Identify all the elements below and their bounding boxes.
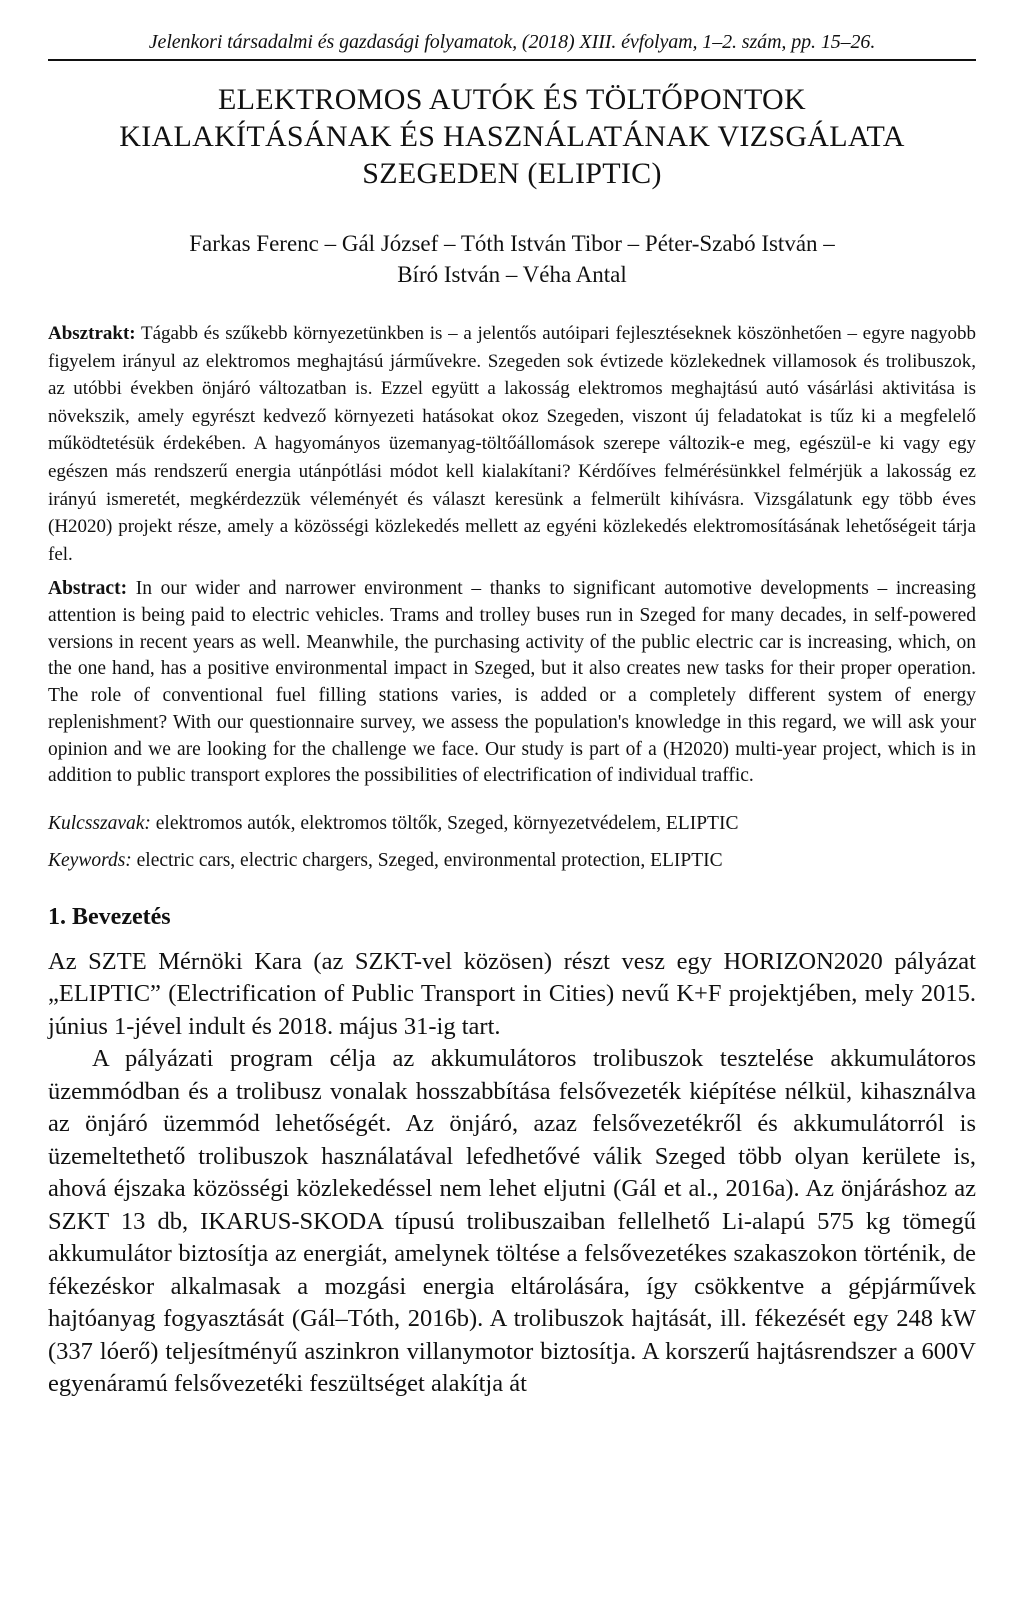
section-body xyxy=(48,946,976,1401)
author-line: Bíró István – Véha Antal xyxy=(397,262,627,287)
abstract-hungarian xyxy=(48,320,976,568)
title-line: SZEGEDEN (ELIPTIC) xyxy=(362,157,662,190)
page xyxy=(48,28,976,1401)
author-line: Farkas Ferenc – Gál József – Tóth István Tibor – Péter-Szabó István – xyxy=(189,231,835,256)
author-list xyxy=(48,228,976,290)
body-paragraph: Az SZTE Mérnöki Kara (az SZKT-vel közösen) részt vesz egy HORIZON2020 pályázat „ELIPTIC” (Electrification of Public Transport in Cities) nevű K+F projektjében, mely 2015. június 1-jével indult és 2018. május 31-ig tart. xyxy=(48,947,976,1040)
abstract-english-text: In our wider and narrower environment – thanks to significant automotive developments – increasing attention is being paid to electric vehicles. Trams and trolley buses run in Szeged for many decades, in self-powered versions in recent years as well. Meanwhile, the purchasing activity of the public electric car is increasing, which, on the one hand, has a positive environmental impact in Szeged, but it also creates new tasks for their proper operation. The role of conventional fuel filling stations varies, is added or a completely different system of energy replenishment? With our questionnaire survey, we assess the population's knowledge in this regard, we will ask your opinion and we are looking for the challenge we face. Our study is part of a (H2020) multi-year project, which is in addition to public transport explores the possibilities of electrification of individual traffic. xyxy=(48,578,976,787)
keywords-english-text: electric cars, electric chargers, Szeged, environmental protection, ELIPTIC xyxy=(136,849,723,871)
keywords-hungarian-text: elektromos autók, elektromos töltők, Szeged, környezetvédelem, ELIPTIC xyxy=(155,812,739,834)
section-heading: 1. Bevezetés xyxy=(48,903,171,930)
abstract-english-label: Abstract: xyxy=(48,578,128,600)
title-line: KIALAKÍTÁSÁNAK ÉS HASZNÁLATÁNAK VIZSGÁLATA xyxy=(119,120,905,153)
abstract-hungarian-text: Tágabb és szűkebb környezetünkben is – a jelentős autóipari fejlesztéseknek köszönhetően – egyre nagyobb figyelem irányul az elektromos meghajtású járművekre. Szegeden sok évtizede közlekednek villamosok és trolibuszok, az utóbbi években önjáró változatban is. Ezzel együtt a lakosság elektromos meghajtású autó vásárlási aktivitása is növekszik, amely egyrészt kedvező környezeti hatásokat okoz Szegeden, viszont új feladatokat is tűz ki a megfelelő működtetésük érdekében. A hagyományos üzemanyag-töltőállomások szerepe változik-e meg, egészül-e ki vagy egy egészen más rendszerű energia utánpótlási módot kell kialakítani? Kérdőíves felmérésünkkel felmérjük a lakosság ez irányú ismeretét, megkérdezzük véleményét és választ keresünk a felmerült kihívásra. Vizsgálatunk egy több éves (H2020) projekt része, amely a közösségi közlekedés mellett az egyéni közlekedés elektromosításának lehetőségeit tárja fel. xyxy=(48,323,976,565)
keywords-english xyxy=(48,847,976,874)
body-paragraph: A pályázati program célja az akkumulátoros trolibuszok tesztelése akkumulátoros üzemmódban és a trolibusz vonalak hosszabbítása felsővezeték kiépítése nélkül, kihasználva az önjáró üzemmód lehetőségét. Az önjáró, azaz felsővezetékről és akkumulátorról is üzemeltethető trolibuszok használatával lefedhetővé válik Szeged több olyan kerülete is, ahová éjszaka közösségi közlekedéssel nem lehet eljutni (Gál et al., 2016a). Az önjáráshoz az SZKT 13 db, IKARUS-SKODA típusú trolibuszaiban fellelhető Li-alapú 575 kg tömegű akkumulátor biztosítja az energiát, amelynek töltése a felsővezetékes szakaszokon történik, de fékezéskor alkalmasak a mozgási energia eltárolására, így csökkentve a gépjárművek hajtóanyag fogyasztását (Gál–Tóth, 2016b). A trolibuszok hajtását, ill. fékezését egy 248 kW (337 lóerő) teljesítményű aszinkron villanymotor biztosítja. A korszerű hajtásrendszer a 600V egyenáramú felsővezetéki feszültséget alakítja át xyxy=(48,1045,976,1398)
keywords-hungarian-label: Kulcsszavak: xyxy=(48,812,151,834)
keywords-hungarian xyxy=(48,810,976,837)
keywords-english-label: Keywords: xyxy=(48,849,132,871)
article-title xyxy=(48,81,976,192)
running-header: Jelenkori társadalmi és gazdasági folyamatok, (2018) XIII. évfolyam, 1–2. szám, pp. 15–26. xyxy=(48,28,976,61)
abstract-english xyxy=(48,576,976,790)
title-line: ELEKTROMOS AUTÓK ÉS TÖLTŐPONTOK xyxy=(218,83,806,116)
abstract-hungarian-label: Absztrakt: xyxy=(48,323,136,344)
